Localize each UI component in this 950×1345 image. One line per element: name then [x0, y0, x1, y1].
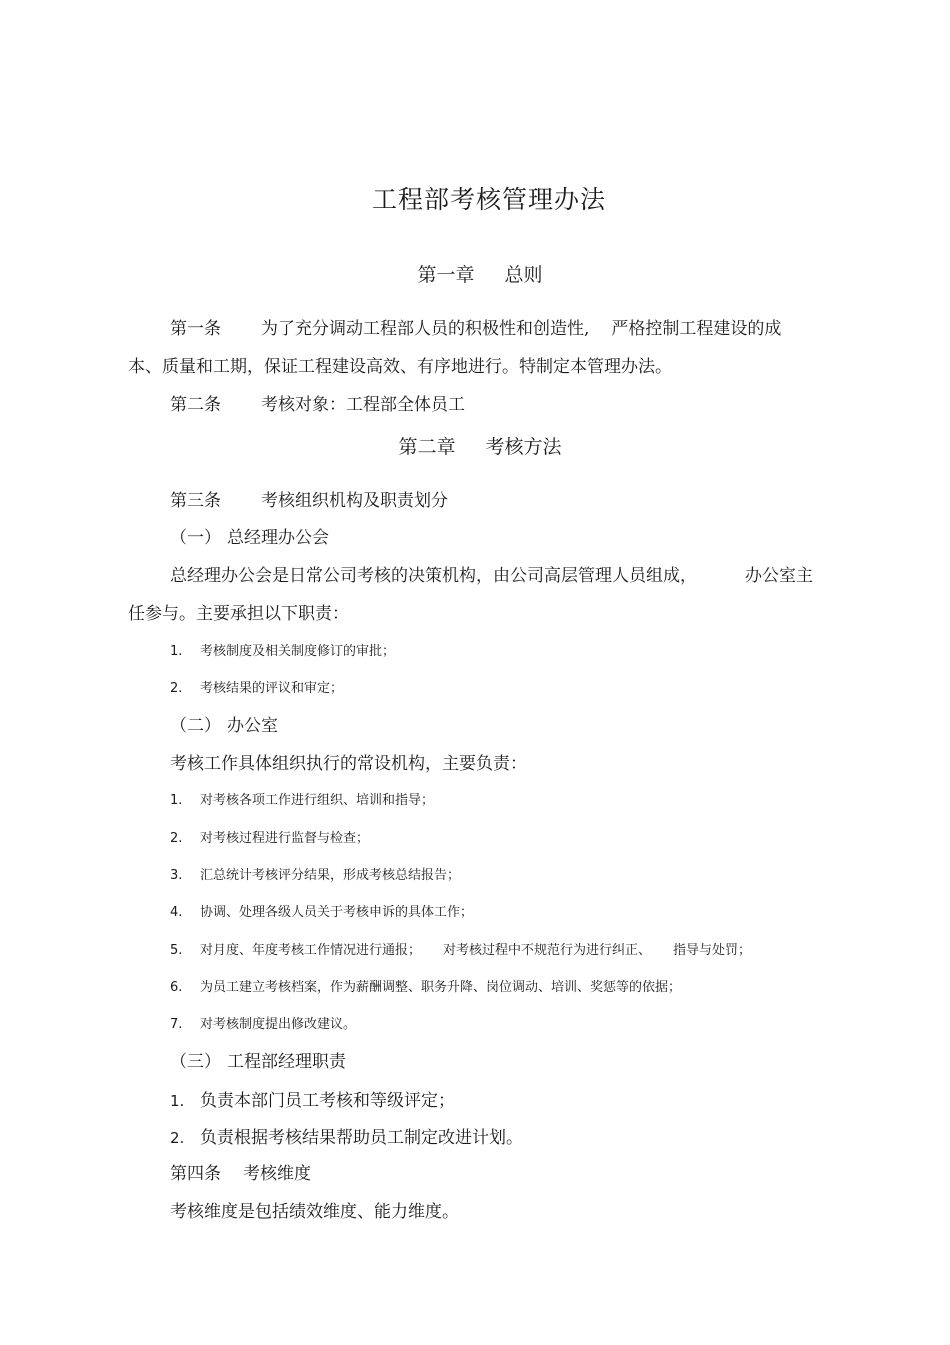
list-number: 2.: [170, 831, 183, 846]
section-3-name: 工程部经理职责: [227, 1052, 346, 1072]
document-title: 工程部考核管理办法: [371, 185, 606, 214]
list-item: [170, 679, 343, 699]
chapter-1-heading: [0, 262, 950, 288]
chapter-1-number: 第一章: [417, 264, 475, 286]
list-item: [170, 1015, 356, 1035]
list-text: 对考核各项工作进行组织、培训和指导；: [200, 793, 435, 808]
list-text: 为员工建立考核档案，作为薪酬调整、职务升降、岗位调动、培训、奖惩等的依据；: [200, 980, 682, 995]
article-1-line-2: 本、质量和工期，保证工程建设高效、有序地进行。特制定本管理办法。: [128, 357, 672, 377]
article-2: [170, 394, 465, 416]
section-1-para-line-1: [170, 565, 813, 587]
list-text: 协调、处理各级人员关于考核申诉的具体工作；: [200, 905, 474, 920]
article-4-text: 考核维度: [243, 1164, 311, 1184]
list-text-c: 指导与处罚；: [673, 943, 752, 958]
chapter-2-number: 第二章: [398, 436, 456, 458]
list-text: 考核结果的评议和审定；: [200, 681, 344, 696]
list-item: [170, 866, 460, 886]
article-3: [170, 490, 448, 512]
section-1-para-a: 总经理办公会是日常公司考核的决策机构，由公司高层管理人员组成，: [170, 566, 697, 586]
list-number: 3.: [170, 868, 183, 883]
list-number: 4.: [170, 905, 183, 920]
list-text: 对考核制度提出修改建议。: [200, 1017, 357, 1032]
article-4: [170, 1163, 311, 1185]
list-item: [170, 1127, 523, 1149]
list-text: 汇总统计考核评分结果，形成考核总结报告；: [200, 868, 461, 883]
article-2-text: 考核对象：工程部全体员工: [261, 395, 465, 415]
list-number: 1.: [170, 793, 183, 808]
list-number: 1.: [170, 644, 183, 659]
list-text-a: 对月度、年度考核工作情况进行通报；: [200, 943, 422, 958]
article-1-line-1: [170, 318, 781, 340]
section-1-para-b: 办公室主: [745, 566, 813, 586]
list-item: [170, 941, 751, 961]
list-number: 2.: [170, 681, 183, 696]
list-text: 负责本部门员工考核和等级评定；: [200, 1091, 455, 1111]
list-item: [170, 978, 681, 998]
list-item: [170, 791, 434, 811]
list-number: 2.: [170, 1129, 185, 1147]
list-text: 考核制度及相关制度修订的审批；: [200, 644, 396, 659]
chapter-2-heading: [0, 434, 950, 460]
list-item: [170, 642, 395, 662]
article-4-label: 第四条: [170, 1164, 221, 1184]
list-text-b: 对考核过程中不规范行为进行纠正、: [443, 943, 652, 958]
list-number: 1.: [170, 1092, 185, 1110]
list-item: [170, 1090, 455, 1112]
list-number: 7.: [170, 1017, 183, 1032]
article-3-text: 考核组织机构及职责划分: [261, 491, 448, 511]
section-1-para-line-2: 任参与。主要承担以下职责：: [128, 604, 349, 624]
list-item: [170, 903, 473, 923]
section-2-heading: [170, 715, 278, 737]
article-3-label: 第三条: [170, 491, 221, 511]
chapter-2-name: 考核方法: [485, 436, 562, 458]
chapter-1-name: 总则: [504, 264, 543, 286]
article-2-label: 第二条: [170, 395, 221, 415]
list-number: 6.: [170, 980, 183, 995]
article-1-label: 第一条: [170, 319, 221, 339]
list-number: 5.: [170, 943, 183, 958]
section-1-label: （一）: [170, 528, 221, 548]
section-3-label: （三）: [170, 1052, 221, 1072]
section-1-name: 总经理办公会: [227, 528, 329, 548]
article-1-text-b: 严格控制工程建设的成: [611, 319, 782, 339]
section-2-para: 考核工作具体组织执行的常设机构，主要负责：: [170, 754, 527, 774]
article-4-para: 考核维度是包括绩效维度、能力维度。: [170, 1202, 459, 1222]
section-1-heading: [170, 527, 329, 549]
list-text: 负责根据考核结果帮助员工制定改进计划。: [200, 1128, 523, 1148]
section-2-name: 办公室: [227, 716, 278, 736]
section-3-heading: [170, 1051, 346, 1073]
section-2-label: （二）: [170, 716, 221, 736]
article-1-text-a: 为了充分调动工程部人员的积极性和创造性,: [261, 319, 590, 339]
list-text: 对考核过程进行监督与检查；: [200, 831, 370, 846]
list-item: [170, 829, 369, 849]
